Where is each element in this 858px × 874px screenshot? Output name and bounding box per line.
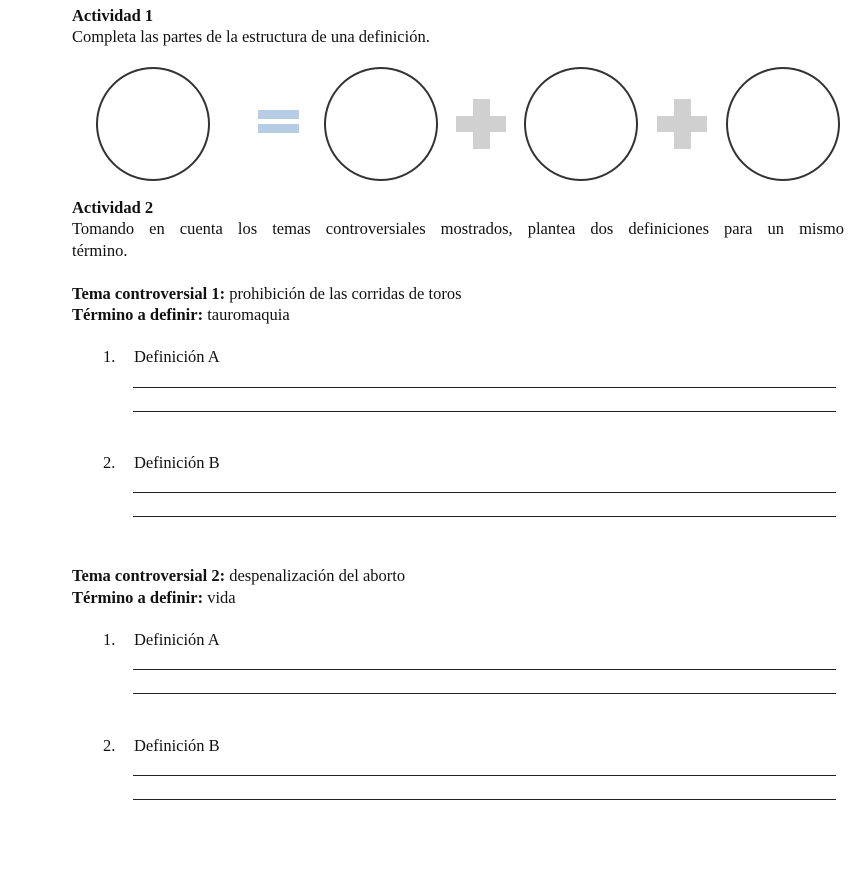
- equals-sign-top-bar: [258, 110, 299, 119]
- activity2-title: Actividad 2: [72, 198, 154, 217]
- definition-label: Definición B: [134, 453, 220, 472]
- topic-label: Tema controversial 2:: [72, 566, 226, 585]
- topic-text: prohibición de las corridas de toros: [225, 284, 462, 303]
- topic-text: despenalización del aborto: [225, 566, 406, 585]
- term-label: Término a definir:: [72, 588, 204, 607]
- list-number: 2.: [103, 736, 116, 755]
- definition-label: Definición A: [134, 630, 220, 649]
- definition-label: Definición A: [134, 347, 220, 366]
- answer-line[interactable]: [133, 492, 836, 493]
- blank-circle-part-1: [324, 67, 438, 181]
- topic-1-line: [72, 284, 462, 304]
- answer-line[interactable]: [133, 775, 836, 776]
- list-number: 1.: [103, 347, 116, 366]
- term-2-line: [72, 588, 236, 608]
- blank-circle-part-3: [726, 67, 840, 181]
- topic-label: Tema controversial 1:: [72, 284, 226, 303]
- activity2-instruction-line2: término.: [72, 241, 128, 260]
- equals-sign-bottom-bar: [258, 124, 299, 133]
- answer-line[interactable]: [133, 387, 836, 388]
- activity1-title: Actividad 1: [72, 6, 154, 25]
- list-number: 1.: [103, 630, 116, 649]
- term-text: tauromaquia: [203, 305, 290, 324]
- blank-circle-part-2: [524, 67, 638, 181]
- topic-2-line: [72, 566, 405, 586]
- activity1-instruction: Completa las partes de la estructura de una definición.: [72, 27, 430, 46]
- term-label: Término a definir:: [72, 305, 204, 324]
- activity2-instruction-line1: Tomando en cuenta los temas controversiales mostrados, plantea dos definiciones para un mismo: [72, 219, 844, 238]
- definition-label: Definición B: [134, 736, 220, 755]
- list-number: 2.: [103, 453, 116, 472]
- blank-circle-term: [96, 67, 210, 181]
- answer-line[interactable]: [133, 669, 836, 670]
- answer-line[interactable]: [133, 516, 836, 517]
- term-1-line: [72, 305, 290, 325]
- term-text: vida: [203, 588, 236, 607]
- answer-line[interactable]: [133, 411, 836, 412]
- answer-line[interactable]: [133, 693, 836, 694]
- answer-line[interactable]: [133, 799, 836, 800]
